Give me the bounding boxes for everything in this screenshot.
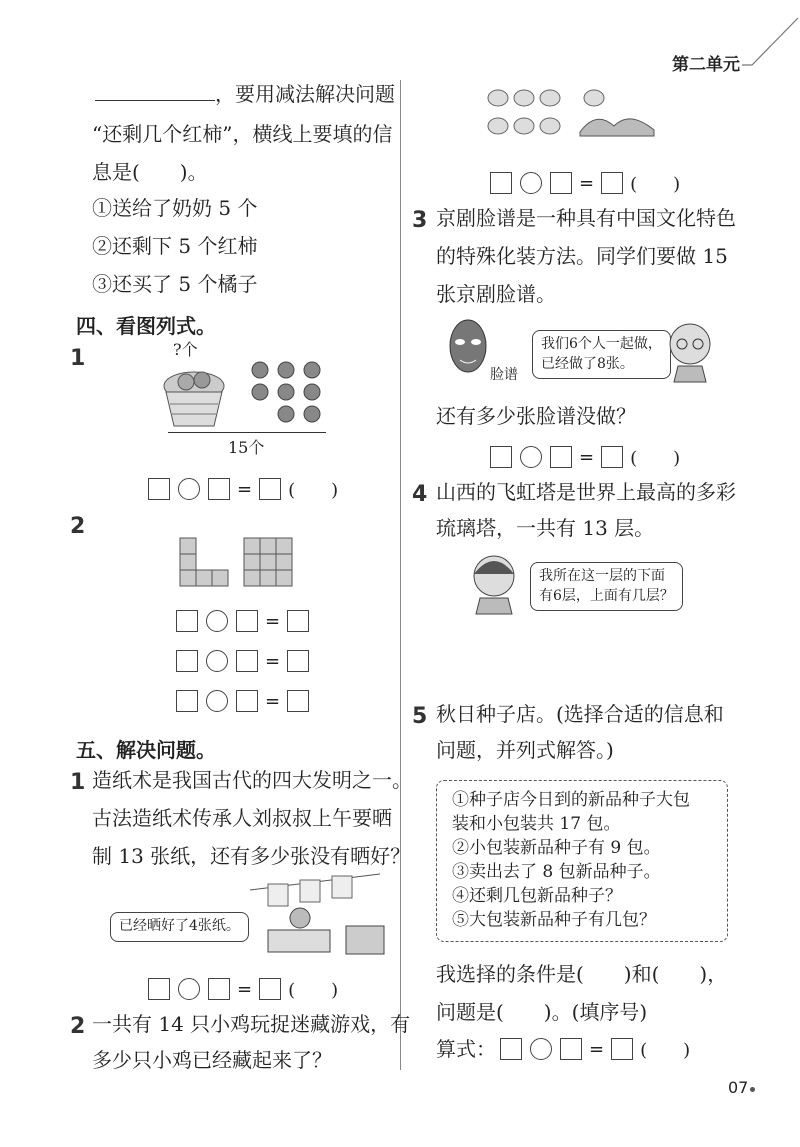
answer-box[interactable] xyxy=(236,690,258,712)
question-number: 1 xyxy=(70,346,86,371)
info-item: 装和小包装共 17 包。 xyxy=(452,814,621,834)
unit-title: 第二单元 xyxy=(672,55,740,75)
unit-blank[interactable]: ( ) xyxy=(630,448,681,469)
question-text: 还有多少张脸谱没做？ xyxy=(436,404,636,428)
question-text: 古法造纸术传承人刘叔叔上午要晒 xyxy=(92,806,392,830)
answer-box[interactable] xyxy=(550,172,572,194)
equals-sign: = xyxy=(265,610,281,632)
bubble-line: 已经做了8张。 xyxy=(541,355,634,372)
answer-blank-line xyxy=(95,100,215,101)
fruit-basket-illustration xyxy=(158,360,330,432)
equation-row xyxy=(486,170,680,196)
bubble-line: 我们6个人一起做， xyxy=(541,336,662,352)
answer-box[interactable] xyxy=(236,610,258,632)
question-text: 张京剧脸谱。 xyxy=(436,282,556,306)
formula-label: 算式： xyxy=(436,1037,496,1061)
answer-box[interactable] xyxy=(500,1038,522,1060)
question-text: ，要用减法解决问题 xyxy=(215,82,395,106)
info-item: ②小包装新品种子有 9 包。 xyxy=(452,838,661,858)
section-4-title: 四、看图列式。 xyxy=(76,314,216,338)
unit-blank[interactable]: ( ) xyxy=(288,480,339,501)
answer-box[interactable] xyxy=(601,172,623,194)
page-dot xyxy=(750,1087,755,1092)
question-text: 琉璃塔，一共有 13 层。 xyxy=(436,516,655,540)
bubble-line: 我所在这一层的下面 xyxy=(539,568,665,584)
answer-box[interactable] xyxy=(490,172,512,194)
equals-sign: = xyxy=(589,1038,605,1060)
page-number: 07 xyxy=(728,1078,749,1097)
question-text: 的特殊化装方法。同学们要做 15 xyxy=(436,244,728,268)
answer-box[interactable] xyxy=(148,478,170,500)
question-text: 制 13 张纸，还有多少张没有晒好？ xyxy=(92,844,411,868)
operator-circle[interactable] xyxy=(206,650,228,672)
unit-blank[interactable]: ( ) xyxy=(288,980,339,1001)
question-text: 京剧脸谱是一种具有中国文化特色 xyxy=(436,206,736,230)
mask-label: 脸谱 xyxy=(490,367,518,383)
equation-row xyxy=(144,476,338,502)
speech-bubble xyxy=(530,562,683,611)
header-decoration xyxy=(740,10,800,70)
unit-blank[interactable]: ( ) xyxy=(630,174,681,195)
choose-conditions: 我选择的条件是( )和( )， xyxy=(436,962,728,986)
girl-avatar-illustration xyxy=(464,550,524,616)
answer-box[interactable] xyxy=(176,690,198,712)
answer-box[interactable] xyxy=(259,478,281,500)
option-1: ①送给了奶奶 5 个 xyxy=(92,196,258,220)
choose-question: 问题是( )。(填序号) xyxy=(436,1000,648,1024)
equation-row xyxy=(172,610,313,632)
answer-box[interactable] xyxy=(601,446,623,468)
answer-box[interactable] xyxy=(236,650,258,672)
answer-box[interactable] xyxy=(176,610,198,632)
info-item: ③卖出去了 8 包新品种子。 xyxy=(452,862,661,882)
question-text: “还剩几个红柿”，横线上要填的信 xyxy=(92,122,393,146)
operator-circle[interactable] xyxy=(178,478,200,500)
answer-box[interactable] xyxy=(560,1038,582,1060)
question-text: 一共有 14 只小鸡玩捉迷藏游戏，有 xyxy=(92,1012,411,1036)
question-text: 多少只小鸡已经藏起来了？ xyxy=(92,1048,332,1072)
operator-circle[interactable] xyxy=(530,1038,552,1060)
question-text: 秋日种子店。(选择合适的信息和 xyxy=(436,702,724,726)
boy-avatar-illustration xyxy=(660,318,720,384)
question-text: 山西的飞虹塔是世界上最高的多彩 xyxy=(436,480,736,504)
question-text: 问题，并列式解答。) xyxy=(436,738,614,762)
answer-box[interactable] xyxy=(259,978,281,1000)
answer-box[interactable] xyxy=(148,978,170,1000)
formula-row xyxy=(436,1036,690,1062)
unit-blank[interactable]: ( ) xyxy=(640,1040,691,1061)
answer-box[interactable] xyxy=(287,690,309,712)
equals-sign: = xyxy=(237,478,253,500)
question-number: 2 xyxy=(70,514,86,539)
equals-sign: = xyxy=(265,690,281,712)
equals-sign: = xyxy=(579,172,595,194)
label-total: 15个 xyxy=(228,438,265,457)
question-number: 2 xyxy=(70,1014,86,1039)
question-number: 4 xyxy=(412,482,428,507)
answer-box[interactable] xyxy=(490,446,512,468)
equation-row xyxy=(144,976,338,1002)
answer-box[interactable] xyxy=(611,1038,633,1060)
paper-drying-illustration xyxy=(240,870,390,962)
equals-sign: = xyxy=(579,446,595,468)
option-3: ③还买了 5 个橘子 xyxy=(92,272,258,296)
question-number: 5 xyxy=(412,704,428,729)
operator-circle[interactable] xyxy=(520,172,542,194)
question-text: 造纸术是我国古代的四大发明之一。 xyxy=(92,768,412,792)
equation-row xyxy=(172,650,313,672)
opera-mask-illustration xyxy=(446,316,490,382)
info-item: ④还剩几包新品种子？ xyxy=(452,886,622,906)
chicks-illustration xyxy=(484,80,664,146)
speech-bubble: 已经晒好了4张纸。 xyxy=(110,912,249,942)
bubble-line: 有6层，上面有几层？ xyxy=(539,587,674,604)
operator-circle[interactable] xyxy=(206,690,228,712)
answer-box[interactable] xyxy=(287,650,309,672)
brace-line xyxy=(168,432,326,433)
answer-box[interactable] xyxy=(176,650,198,672)
answer-box[interactable] xyxy=(287,610,309,632)
speech-bubble xyxy=(532,330,671,379)
answer-box[interactable] xyxy=(208,478,230,500)
equals-sign: = xyxy=(237,978,253,1000)
question-number: 3 xyxy=(412,208,428,233)
question-text: 息是( )。 xyxy=(92,160,208,184)
question-number: 1 xyxy=(70,770,86,795)
label-unknown: ?个 xyxy=(173,340,198,359)
equation-row xyxy=(172,690,313,712)
operator-circle[interactable] xyxy=(520,446,542,468)
column-divider xyxy=(400,80,401,1070)
equals-sign: = xyxy=(265,650,281,672)
operator-circle[interactable] xyxy=(178,978,200,1000)
answer-box[interactable] xyxy=(550,446,572,468)
section-5-title: 五、解决问题。 xyxy=(76,738,216,762)
info-item: ⑤大包装新品种子有几包？ xyxy=(452,910,656,930)
info-item: ①种子店今日到的新品种子大包 xyxy=(452,790,690,810)
option-2: ②还剩下 5 个红柿 xyxy=(92,234,258,258)
answer-box[interactable] xyxy=(208,978,230,1000)
cube-blocks-illustration xyxy=(178,536,304,592)
operator-circle[interactable] xyxy=(206,610,228,632)
equation-row xyxy=(486,444,680,470)
